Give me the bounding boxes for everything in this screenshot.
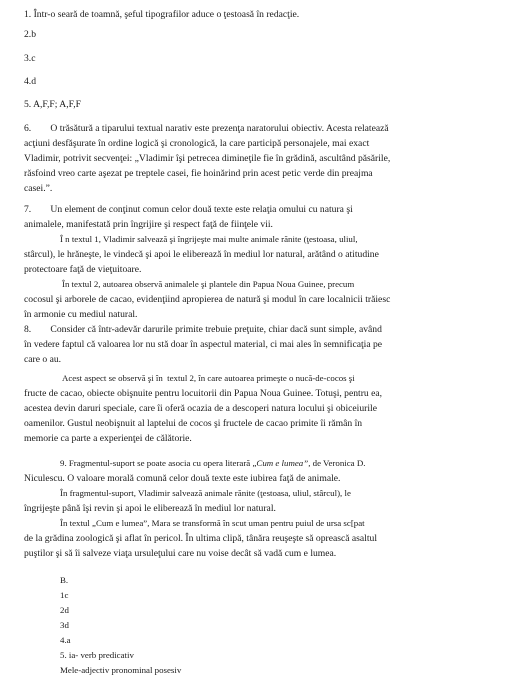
answer-line: stârcul), le hrăneşte, le vindecă şi apoi le eliberează în mediul lor natural, arătând o atitudine	[24, 249, 379, 260]
answer-line: 8. Consider că într-adevăr darurile primite trebuie preţuite, chiar dacă sunt simple, având	[24, 324, 382, 335]
answer-line: În textul 2, autoarea observă animalele şi plantele din Papua Noua Guinee, precum	[62, 279, 355, 289]
answer-line: animalele, manifestată prin îngrijire şi respect faţă de fiinţele vii.	[24, 219, 273, 230]
work-title: Cum e lumea”	[256, 458, 309, 468]
answer-line: 5. A,F,F; A,F,F	[24, 99, 81, 110]
answer-line: 3d	[60, 620, 69, 630]
answer-line: 1c	[60, 590, 69, 600]
answer-line: cocosul şi arborele de cacao, evidenţiind apropierea de natură şi modul în care localnicii trăiesc	[24, 294, 391, 305]
answer-text: 9. Fragmentul-suport se poate asocia cu opera literară „	[60, 458, 257, 468]
answer-line: casei.”.	[24, 183, 53, 194]
answer-line: Mele-adjectiv pronominal posesiv	[60, 665, 182, 675]
answer-line: de la grădina zoologică şi aflat în pericol. În ultima clipă, tânăra reuşeşte să oprească asaltul	[24, 533, 377, 544]
answer-line	[60, 457, 517, 470]
answer-line: Acest aspect se observă şi în textul 2, în care autoarea primeşte o nucă-de-cocos şi	[62, 373, 355, 383]
answer-line: 2d	[60, 605, 69, 615]
answer-line: acţiuni desfăşurate în ordine logică şi cronologică, la care participă personajele, mai exact	[24, 138, 370, 149]
answer-line: fructe de cacao, obiecte obişnuite pentru locuitorii din Papua Noua Guinee. Totuşi, pentru ea,	[24, 388, 383, 399]
answer-line: 7. Un element de conţinut comun celor două texte este relaţia omului cu natura şi	[24, 204, 353, 215]
answer-line: 5. ia- verb predicativ	[60, 650, 134, 660]
answer-line: 3.c	[24, 53, 36, 64]
answer-line: Vladimir, potrivit secvenţei: „Vladimir îşi petrecea dimineţile fie în grădină, ascultând păsările,	[24, 153, 391, 164]
answer-line: în armonie cu mediul natural.	[24, 309, 138, 320]
answer-line: răsfoind vreo carte aşezat pe treptele casei, fie hoinărind prin acest petic verde din preajma	[24, 168, 373, 179]
answer-line: oamenilor. Gustul neobişnuit al laptelui de cocos şi fructele de cacao primite îi rămân în	[24, 418, 363, 429]
answer-line: Î n textul 1, Vladimir salvează şi îngrijeşte mai multe animale rănite (ţestoasa, uliul,	[60, 234, 358, 244]
answer-line: care o au.	[24, 354, 62, 365]
answer-line: În textul „Cum e lumea”, Mara se transformă în scut uman pentru puiul de ursa sc[pat	[60, 518, 365, 528]
answer-line: memorie ca parte a experienţei de călătorie.	[24, 433, 192, 444]
answer-line: în vedere faptul că valoarea lor nu stă doar în aspectul material, ci mai ales în semnificaţia pe	[24, 339, 383, 350]
answer-line: acestea devin daruri speciale, care îi oferă ocazia de a descoperi natura locului şi obiceiurile	[24, 403, 377, 414]
answer-line: 4.d	[24, 76, 37, 87]
answer-line: puştilor şi să îi salveze viaţa ursuleţului care nu voise decât să vadă cum e lumea.	[24, 548, 337, 559]
answer-line: B.	[60, 575, 69, 585]
answer-line: 1. Într-o seară de toamnă, şeful tipografilor aduce o ţestoasă în redacţie.	[24, 9, 300, 20]
answer-line: îngrijeşte până îşi revin şi apoi le eliberează în mediul lor natural.	[24, 503, 276, 514]
answer-text: , de Veronica D.	[308, 458, 366, 468]
answer-line: 4.a	[60, 635, 71, 645]
answer-line: În fragmentul-suport, Vladimir salvează animale rănite (ţestoasa, uliul, stârcul), le	[60, 488, 351, 498]
answer-line: 2.b	[24, 29, 37, 40]
answer-line: protectoare faţă de vieţuitoare.	[24, 264, 142, 275]
answer-line: 6. O trăsătură a tiparului textual narativ este prezenţa naratorului obiectiv. Acesta relatează	[24, 123, 389, 134]
answer-line: Niculescu. O valoare morală comună celor două texte este iubirea faţă de animale.	[24, 473, 341, 484]
